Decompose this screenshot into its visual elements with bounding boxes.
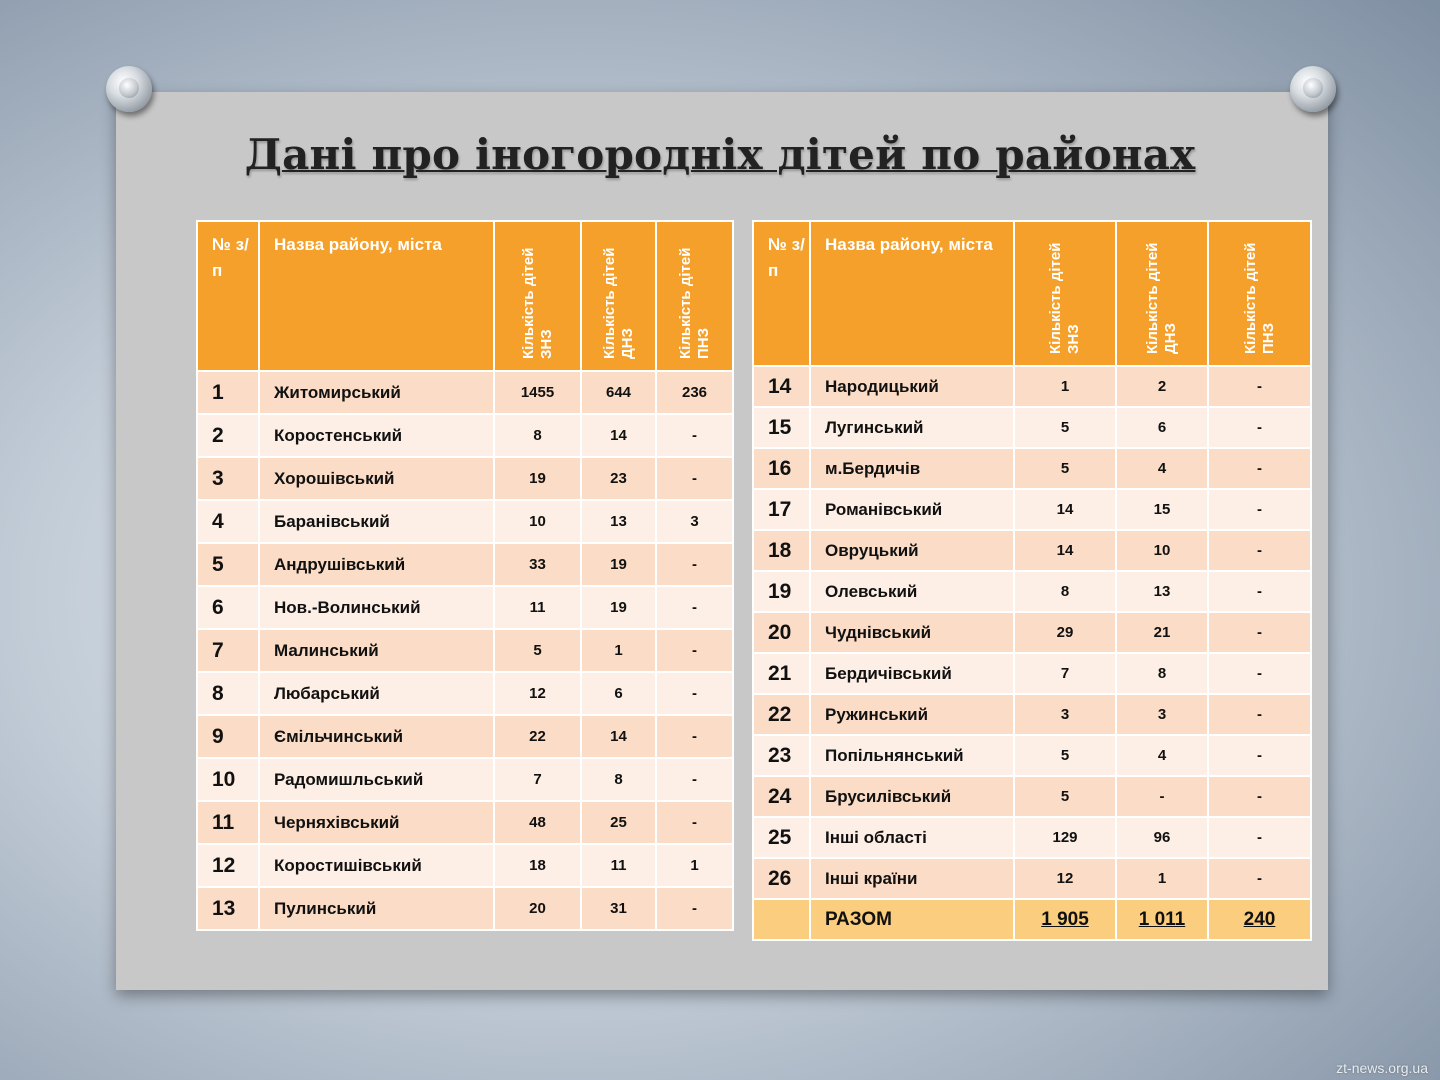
district-name: Романівський [810,489,1014,530]
row-number: 22 [753,694,810,735]
count-dnz: 25 [581,801,656,844]
table-row [197,586,733,629]
count-zns: 8 [1014,571,1116,612]
column-header-pnz [1208,221,1311,366]
count-dnz: 1 [581,629,656,672]
count-zns: 12 [494,672,581,715]
district-name: Коростенський [259,414,494,457]
count-pnz: - [1208,448,1311,489]
row-number: 20 [753,612,810,653]
count-pnz: - [656,586,733,629]
row-number: 3 [197,457,259,500]
table-row [753,571,1311,612]
row-number: 6 [197,586,259,629]
pushpin-icon [1290,66,1336,112]
district-name: Попільнянський [810,735,1014,776]
table-row [753,735,1311,776]
districts-table-right [752,220,1312,941]
total-count-pnz: 240 [1208,899,1311,940]
count-zns: 8 [494,414,581,457]
row-number: 21 [753,653,810,694]
table-row [197,414,733,457]
count-dnz: 14 [581,414,656,457]
count-dnz: 23 [581,457,656,500]
count-pnz: - [1208,366,1311,407]
count-zns: 5 [1014,776,1116,817]
row-number: 25 [753,817,810,858]
count-pnz: - [1208,858,1311,899]
count-zns: 29 [1014,612,1116,653]
table-row [753,612,1311,653]
count-pnz: - [656,801,733,844]
count-zns: 7 [494,758,581,801]
count-pnz: - [1208,571,1311,612]
count-zns: 14 [1014,530,1116,571]
column-header-pnz-label: Кількість дітей ПНЗ [676,247,712,359]
count-zns: 22 [494,715,581,758]
table-row [753,858,1311,899]
count-zns: 5 [494,629,581,672]
count-pnz: - [656,715,733,758]
count-pnz: - [1208,653,1311,694]
count-zns: 20 [494,887,581,930]
count-pnz: - [1208,735,1311,776]
count-zns: 48 [494,801,581,844]
count-dnz: 6 [1116,407,1208,448]
count-dnz: 8 [581,758,656,801]
count-pnz: - [1208,407,1311,448]
count-zns: 1455 [494,371,581,414]
column-header-dnz-label: Кількість дітей ДНЗ [1144,242,1179,354]
district-name: Овруцький [810,530,1014,571]
column-header-zns [1014,221,1116,366]
table-row [197,500,733,543]
row-number: 8 [197,672,259,715]
table-row [753,776,1311,817]
count-dnz: 4 [1116,448,1208,489]
count-dnz: 8 [1116,653,1208,694]
count-dnz: 10 [1116,530,1208,571]
column-header-name: Назва району, міста [259,221,494,371]
count-pnz: - [1208,694,1311,735]
table-row [753,489,1311,530]
count-zns: 129 [1014,817,1116,858]
count-dnz: 21 [1116,612,1208,653]
district-name: Пулинський [259,887,494,930]
table-row [197,457,733,500]
district-name: Малинський [259,629,494,672]
count-pnz: - [656,629,733,672]
count-dnz: 11 [581,844,656,887]
column-header-zns-label: Кількість дітей ЗНЗ [1047,242,1082,354]
count-dnz: 14 [581,715,656,758]
count-dnz: 15 [1116,489,1208,530]
district-name: Лугинський [810,407,1014,448]
total-row [753,899,1311,940]
district-name: Бердичівський [810,653,1014,694]
row-number: 10 [197,758,259,801]
district-name: Олевський [810,571,1014,612]
count-zns: 11 [494,586,581,629]
count-dnz: 2 [1116,366,1208,407]
count-pnz: 1 [656,844,733,887]
count-pnz: - [656,543,733,586]
row-number: 16 [753,448,810,489]
column-header-number: № з/п [197,221,259,371]
row-number: 9 [197,715,259,758]
district-name: Любарський [259,672,494,715]
district-name: Черняхівський [259,801,494,844]
district-name: Брусилівський [810,776,1014,817]
pushpin-icon [106,66,152,112]
district-name: Народицький [810,366,1014,407]
count-pnz: - [1208,776,1311,817]
count-zns: 3 [1014,694,1116,735]
count-zns: 7 [1014,653,1116,694]
count-zns: 33 [494,543,581,586]
district-name: Чуднівський [810,612,1014,653]
district-name: Ружинський [810,694,1014,735]
count-pnz: - [656,887,733,930]
table-row [197,672,733,715]
table-row [753,448,1311,489]
row-number: 19 [753,571,810,612]
count-dnz: 3 [1116,694,1208,735]
count-zns: 18 [494,844,581,887]
count-dnz: 19 [581,543,656,586]
count-pnz: - [1208,530,1311,571]
row-number: 26 [753,858,810,899]
count-dnz: 13 [1116,571,1208,612]
column-header-pnz-label: Кількість дітей ПНЗ [1241,242,1277,354]
table-row [197,801,733,844]
count-zns: 5 [1014,735,1116,776]
count-pnz: - [1208,612,1311,653]
count-pnz: 236 [656,371,733,414]
table-row [197,371,733,414]
column-header-dnz [581,221,656,371]
row-number: 2 [197,414,259,457]
table-row [197,715,733,758]
count-dnz: 13 [581,500,656,543]
count-dnz: 19 [581,586,656,629]
table-row [753,530,1311,571]
row-number: 17 [753,489,810,530]
count-pnz: - [656,457,733,500]
count-pnz: - [656,758,733,801]
district-name: Ємільчинський [259,715,494,758]
count-dnz: 644 [581,371,656,414]
table-row [197,887,733,930]
district-name: Андрушівський [259,543,494,586]
table-row [197,758,733,801]
row-number: 11 [197,801,259,844]
district-name: Радомишльський [259,758,494,801]
count-pnz: - [656,414,733,457]
district-name: Хорошівський [259,457,494,500]
total-count-zns: 1 905 [1014,899,1116,940]
row-number: 24 [753,776,810,817]
table-row [197,543,733,586]
count-zns: 12 [1014,858,1116,899]
table-row [197,844,733,887]
table-row [197,629,733,672]
column-header-dnz-label: Кількість дітей ДНЗ [600,247,636,359]
column-header-number: № з/ п [753,221,810,366]
watermark-text: zt-news.org.ua [1336,1060,1428,1076]
count-zns: 10 [494,500,581,543]
row-number: 14 [753,366,810,407]
count-pnz: - [1208,489,1311,530]
count-zns: 19 [494,457,581,500]
table-header-row [197,221,733,371]
count-zns: 5 [1014,407,1116,448]
count-dnz: 4 [1116,735,1208,776]
district-name: Баранівський [259,500,494,543]
row-number: 12 [197,844,259,887]
row-number: 7 [197,629,259,672]
total-row-number [753,899,810,940]
row-number: 15 [753,407,810,448]
table-header-row [753,221,1311,366]
count-pnz: 3 [656,500,733,543]
count-zns: 5 [1014,448,1116,489]
row-number: 13 [197,887,259,930]
count-zns: 14 [1014,489,1116,530]
district-name: Житомирський [259,371,494,414]
district-name: Інші країни [810,858,1014,899]
count-dnz: 31 [581,887,656,930]
row-number: 18 [753,530,810,571]
count-pnz: - [656,672,733,715]
column-header-zns [494,221,581,371]
district-name: м.Бердичів [810,448,1014,489]
count-dnz: 1 [1116,858,1208,899]
table-row [753,366,1311,407]
column-header-zns-label: Кількість дітей ЗНЗ [519,247,555,359]
column-header-name: Назва району, міста [810,221,1014,366]
districts-table-left [196,220,734,931]
total-count-dnz: 1 011 [1116,899,1208,940]
row-number: 1 [197,371,259,414]
column-header-pnz [656,221,733,371]
row-number: 4 [197,500,259,543]
table-row [753,653,1311,694]
count-dnz: - [1116,776,1208,817]
count-zns: 1 [1014,366,1116,407]
table-row [753,407,1311,448]
table-row [753,694,1311,735]
district-name: Інші області [810,817,1014,858]
count-dnz: 96 [1116,817,1208,858]
count-pnz: - [1208,817,1311,858]
count-dnz: 6 [581,672,656,715]
row-number: 23 [753,735,810,776]
row-number: 5 [197,543,259,586]
district-name: Нов.-Волинський [259,586,494,629]
page-title: Дані про іногородніх дітей по районах [244,130,1196,179]
district-name: Коростишівський [259,844,494,887]
table-row [753,817,1311,858]
column-header-dnz [1116,221,1208,366]
total-district-name: РАЗОМ [810,899,1014,940]
